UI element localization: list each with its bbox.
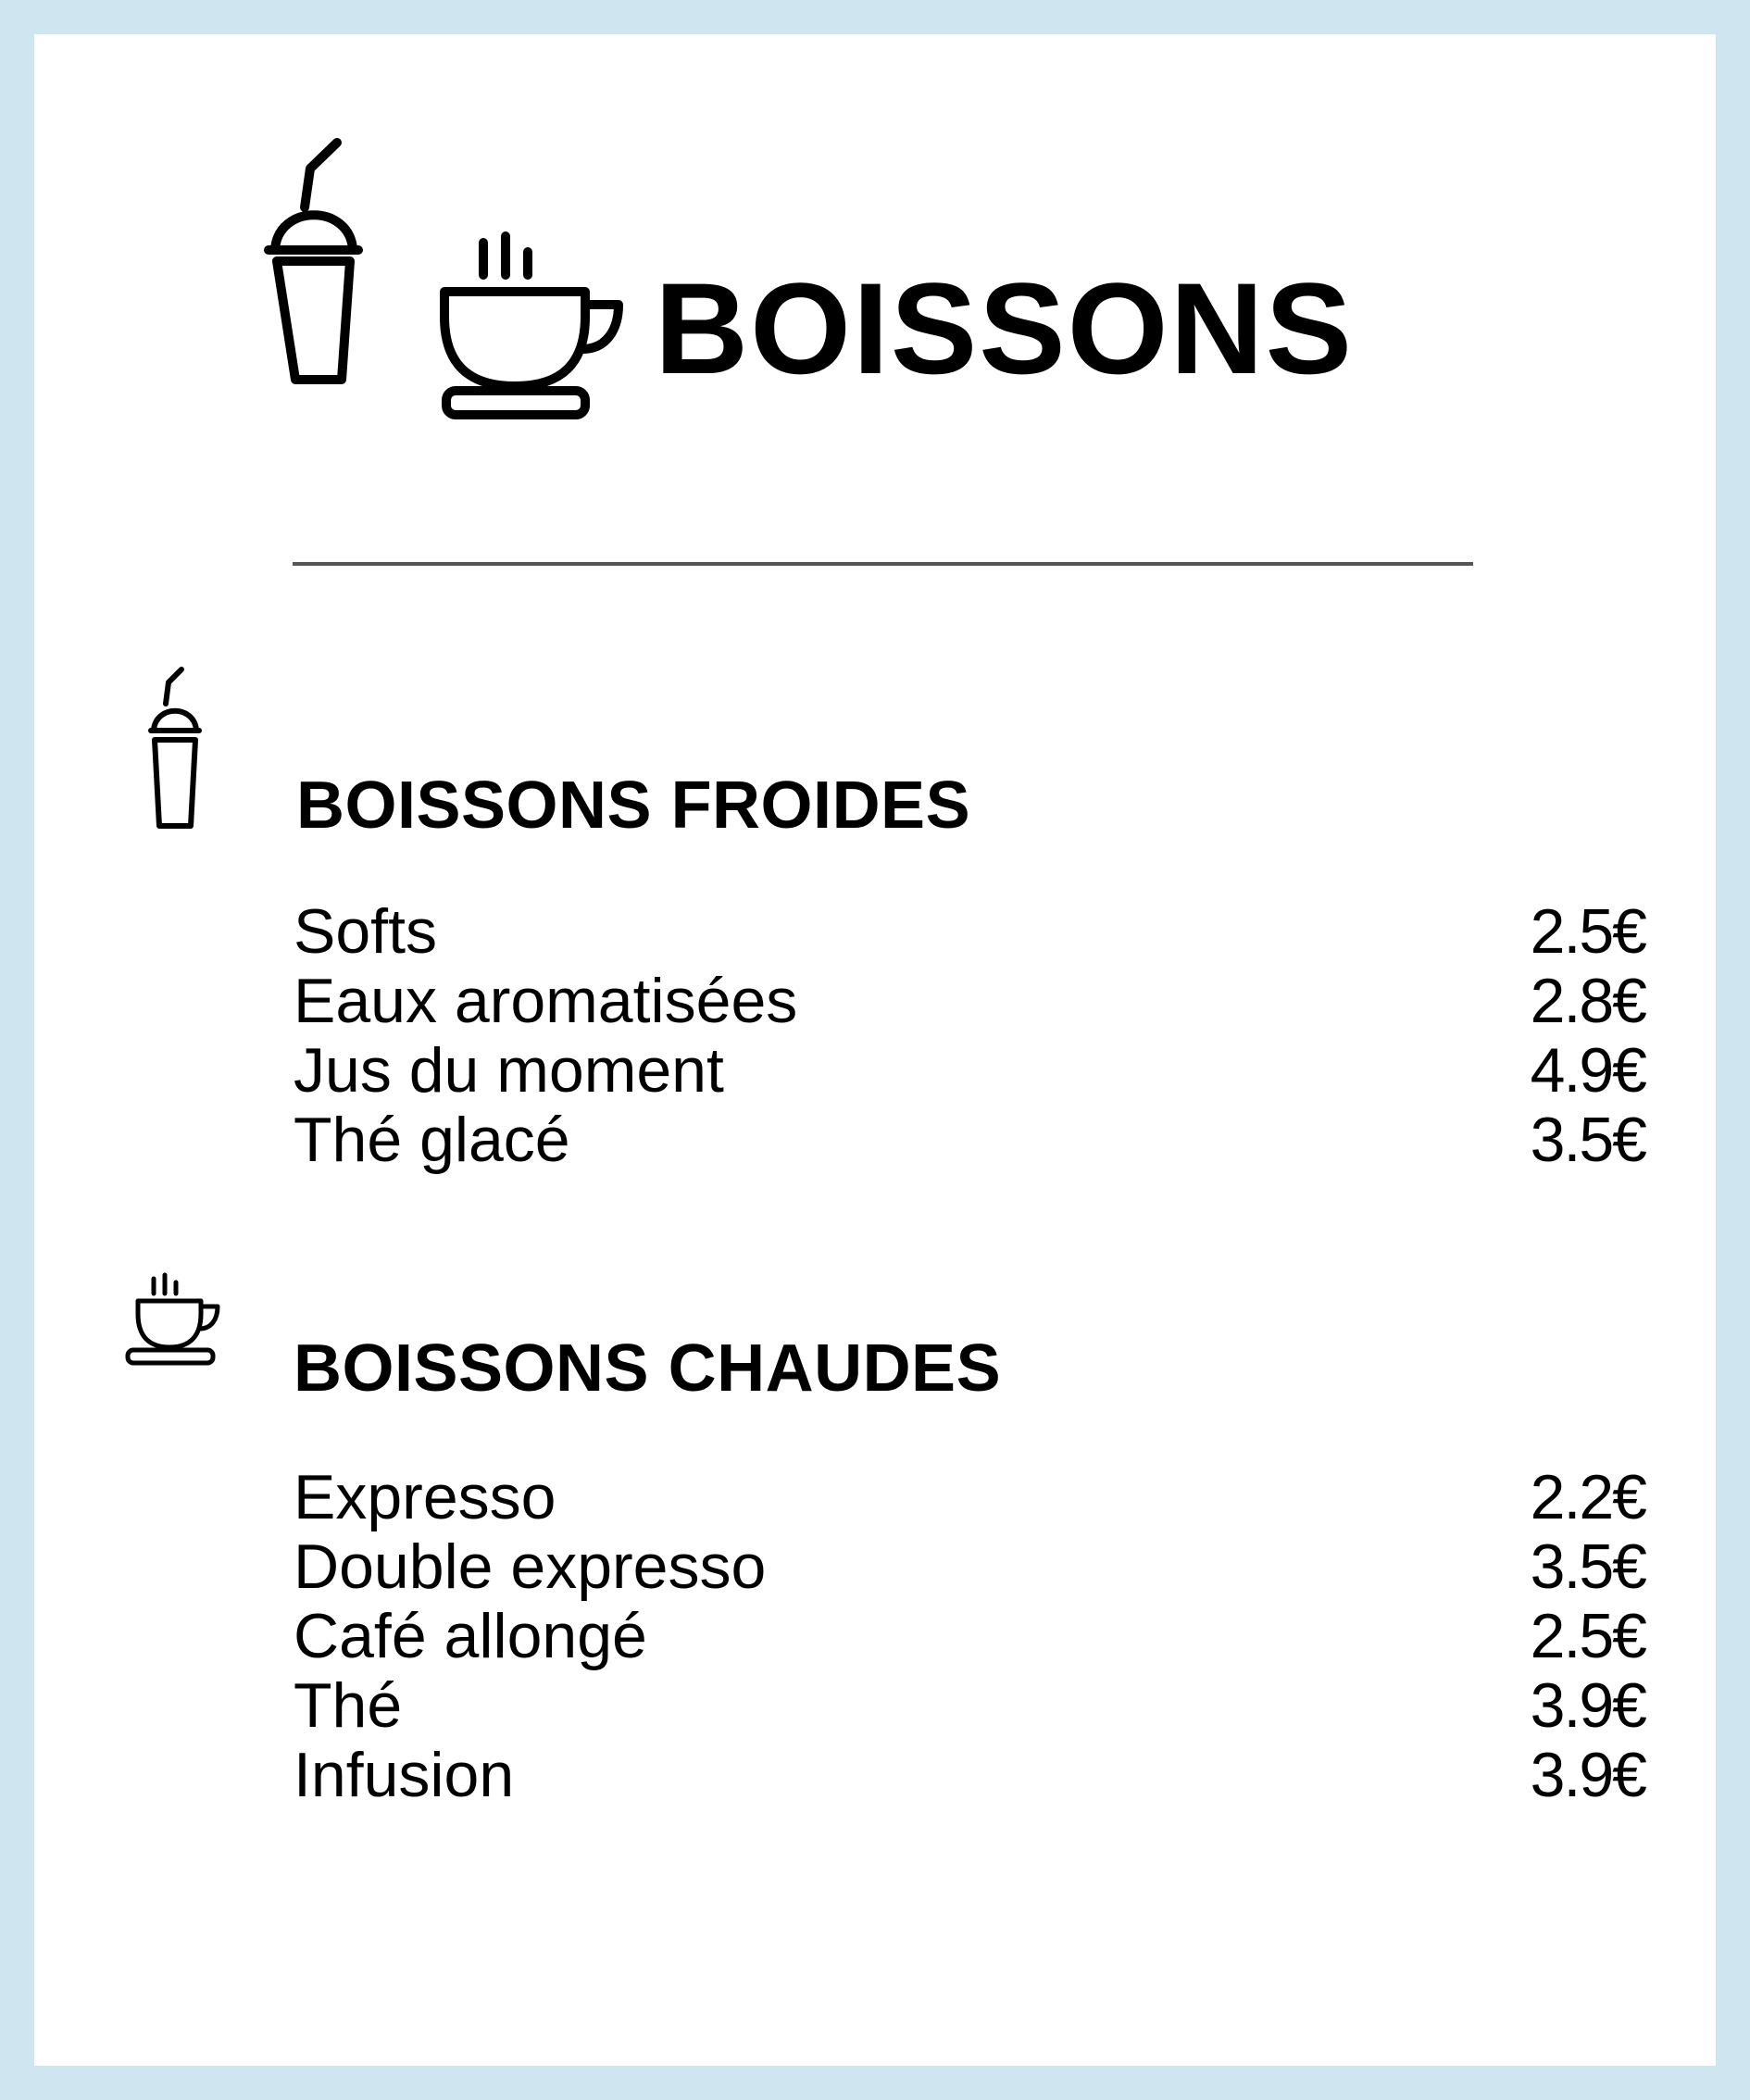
section-title-hot: BOISSONS CHAUDES — [294, 1331, 1002, 1406]
list-item — [294, 1106, 1645, 1175]
item-price: 2.5€ — [1530, 896, 1645, 967]
title-divider — [293, 562, 1473, 566]
list-item — [294, 1671, 1645, 1741]
hot-cup-icon — [400, 201, 631, 432]
menu-page — [34, 34, 1716, 2066]
item-price: 2.8€ — [1530, 966, 1645, 1036]
item-name: Thé — [294, 1670, 403, 1741]
iced-drink-icon — [229, 104, 414, 428]
hot-drinks-list — [294, 1463, 1645, 1810]
item-name: Café allongé — [294, 1601, 647, 1671]
hot-cup-icon — [116, 1256, 227, 1368]
item-name: Softs — [294, 896, 437, 967]
list-item — [294, 897, 1645, 967]
list-item — [294, 1463, 1645, 1532]
item-price: 2.5€ — [1530, 1601, 1645, 1671]
iced-drink-icon — [118, 627, 229, 840]
list-item — [294, 1741, 1645, 1810]
list-item — [294, 1036, 1645, 1106]
item-price: 3.5€ — [1530, 1531, 1645, 1602]
item-price: 3.5€ — [1530, 1105, 1645, 1175]
menu-title: BOISSONS — [655, 256, 1355, 401]
item-name: Jus du moment — [294, 1035, 724, 1106]
item-price: 3.9€ — [1530, 1670, 1645, 1741]
item-price: 4.9€ — [1530, 1035, 1645, 1106]
item-price: 2.2€ — [1530, 1462, 1645, 1532]
list-item — [294, 1602, 1645, 1671]
item-name: Double expresso — [294, 1531, 767, 1602]
list-item — [294, 1532, 1645, 1602]
item-name: Expresso — [294, 1462, 556, 1532]
list-item — [294, 967, 1645, 1036]
item-name: Thé glacé — [294, 1105, 570, 1175]
item-name: Eaux aromatisées — [294, 966, 798, 1036]
section-title-cold: BOISSONS FROIDES — [296, 769, 971, 843]
item-name: Infusion — [294, 1740, 515, 1810]
cold-drinks-list — [294, 897, 1645, 1175]
item-price: 3.9€ — [1530, 1740, 1645, 1810]
